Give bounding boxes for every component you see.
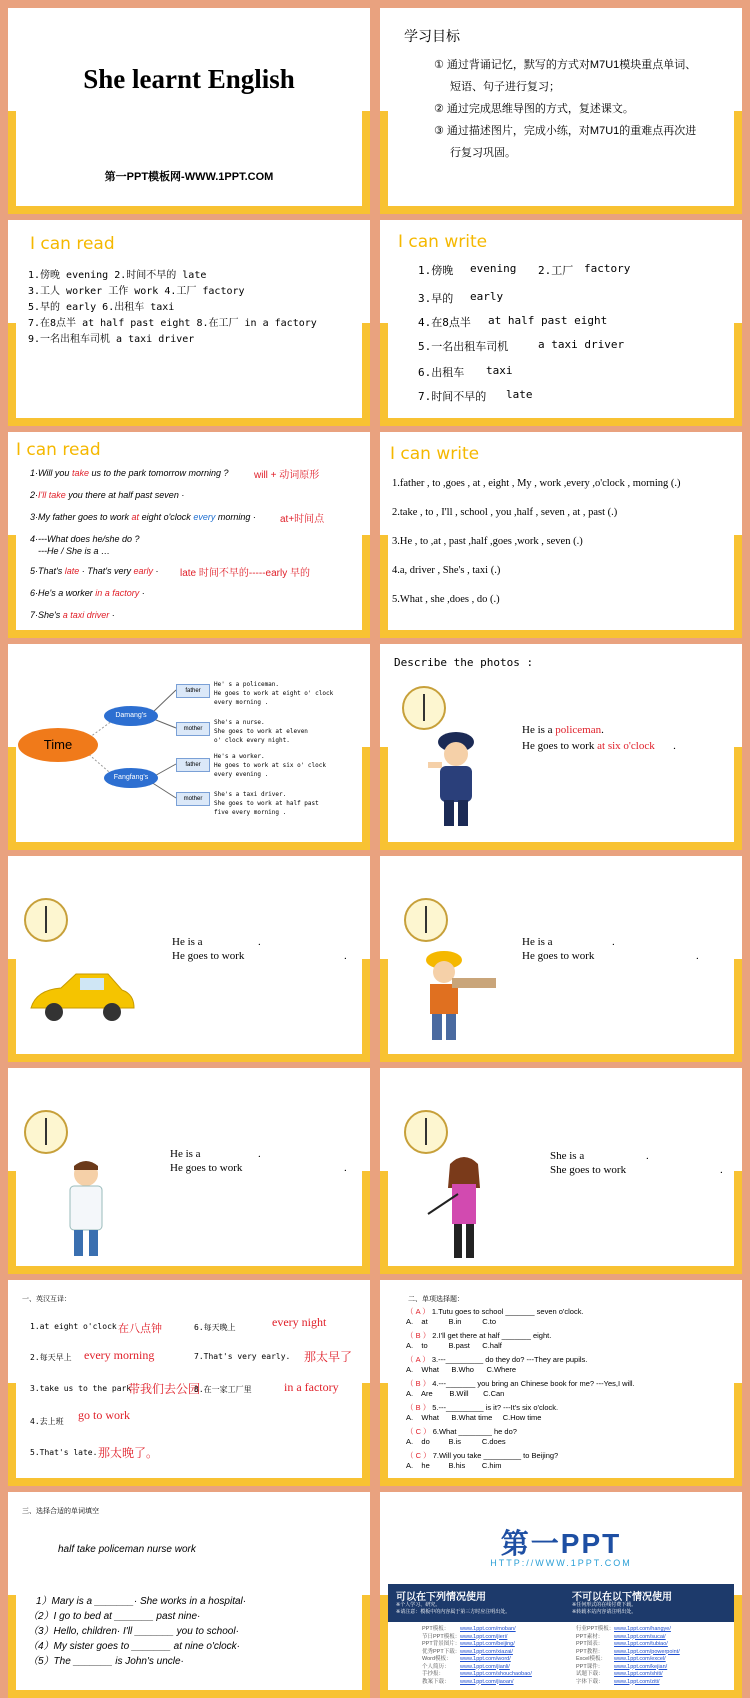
note-will: will + 动词原形 <box>254 470 320 481</box>
answer: every morning <box>84 1348 155 1362</box>
links-left <box>422 1626 532 1686</box>
clock-icon <box>404 898 448 942</box>
singer-image <box>418 1154 498 1266</box>
answer: 那太晚了。 <box>98 1446 159 1460</box>
sentence-6: 6·He's a worker in a factory · <box>30 588 145 598</box>
slide-describe-policeman <box>380 644 742 850</box>
sentence-b: He goes to work . <box>522 950 699 962</box>
slide-title <box>8 8 370 214</box>
sentence-7: 7·She's a taxi driver · <box>30 610 115 620</box>
usage-allowed-heading: 可以在下列情况使用 <box>396 1592 486 1603</box>
question-text: 7.Will you take _________ to Beijing? <box>432 1451 559 1460</box>
question: 6.每天晚上 <box>194 1323 236 1332</box>
scramble-line: 5.What , she ,does , do (.) <box>392 594 500 605</box>
sentence-a: He is a . <box>172 936 261 948</box>
link-row <box>576 1656 680 1664</box>
link-row <box>576 1641 680 1649</box>
heading: 三、选择合适的单词填空 <box>22 1508 99 1515</box>
link[interactable]: www.1ppt.com/beijing/ <box>460 1641 515 1647</box>
fill-line: 1）Mary is a _______· She works in a hospital· <box>36 1596 247 1607</box>
row-label: 1.傍晚 <box>418 264 454 277</box>
slide-describe-taxi <box>8 856 370 1062</box>
link-row <box>422 1634 532 1642</box>
worker-image <box>408 948 498 1048</box>
mind-map-node-fangfang: Fangfang's <box>104 768 158 788</box>
row-value: factory <box>584 262 631 275</box>
heading: 二、单项选择题： <box>408 1296 464 1303</box>
link-label: 节日PPT模板： <box>422 1633 461 1640</box>
question-text: 6.What ________ he do? <box>432 1427 517 1436</box>
link-row <box>422 1626 532 1634</box>
row-label: 5.一名出租车司机 <box>418 340 509 353</box>
link[interactable]: www.1ppt.com/tubiao/ <box>614 1641 668 1647</box>
link[interactable]: www.1ppt.com/word/ <box>460 1656 511 1662</box>
question-text: 4.---_______ you bring an Chinese book for me? ---Yes,I will. <box>432 1379 635 1388</box>
link-label: 手抄报： <box>422 1671 445 1677</box>
link-label: PPT素材： <box>576 1633 604 1640</box>
link[interactable]: www.1ppt.com/sucai/ <box>614 1633 666 1640</box>
vocab-line: 3.工人 worker 工作 work 4.工厂 factory <box>28 286 245 297</box>
link[interactable]: www.1ppt.com/shiti/ <box>614 1671 663 1677</box>
question-options: A. to B.past C.half <box>406 1341 502 1350</box>
link[interactable]: www.1ppt.com/kejian/ <box>614 1663 668 1670</box>
sentence-b: She goes to work . <box>550 1164 723 1176</box>
sentence-4: 4·---What does he/she do ? <box>30 534 140 544</box>
sentence-a: He is a . <box>170 1148 261 1160</box>
question-item <box>406 1378 730 1402</box>
slide-fill-in <box>8 1492 370 1698</box>
fill-line: （5）The _______ is John's uncle· <box>28 1656 184 1667</box>
sentence-a: He is a . <box>522 936 615 948</box>
logo: 第一PPT <box>500 1528 622 1559</box>
link[interactable]: www.1ppt.com/xiazai/ <box>460 1648 513 1655</box>
answer-badge: （ C ） <box>406 1451 431 1460</box>
heading: I can write <box>390 444 480 464</box>
fill-line: （2）I go to bed at _______ past nine· <box>28 1611 201 1622</box>
question-text: 5.---_________ is it? ---It's six o'clock. <box>432 1403 559 1412</box>
link-label: PPT模板： <box>422 1626 450 1632</box>
answer: 在八点钟 <box>118 1323 162 1335</box>
sentence-4b: ---He / She is a … <box>38 546 111 556</box>
question-item <box>406 1450 730 1474</box>
row-value: evening <box>470 262 517 275</box>
row-value: at half past eight <box>488 314 608 327</box>
link[interactable]: www.1ppt.com/jianli/ <box>460 1663 510 1670</box>
sentence-b: He goes to work . <box>170 1162 347 1174</box>
row-value: late <box>506 388 533 401</box>
sentence-3: 3·My father goes to work at eight o'clock every morning · <box>30 512 256 522</box>
link-row <box>422 1664 532 1672</box>
info-band <box>388 1584 734 1622</box>
heading: Describe the photos : <box>394 656 534 669</box>
answer: 带我们去公园 <box>128 1382 201 1396</box>
link-row <box>422 1649 532 1657</box>
row-label: 3.早的 <box>418 292 454 305</box>
question-text: 2.I'll get there at half _______ eight. <box>432 1331 552 1340</box>
question-text: 3.---_________ do they do? ---They are pupils. <box>431 1355 588 1364</box>
question: 8.在一家工厂里 <box>194 1385 252 1394</box>
link-label: 行业PPT模板： <box>576 1626 615 1632</box>
question: 1.at eight o'clock <box>30 1322 117 1331</box>
link-label: 教案下载： <box>422 1678 450 1685</box>
question: 4.去上班 <box>30 1417 64 1426</box>
logo-url: HTTP://WWW.1PPT.COM <box>490 1558 632 1568</box>
clock-icon <box>24 1110 68 1154</box>
fill-line: （3）Hello, children· I'll _______ you to school· <box>28 1626 239 1637</box>
row-label: 7.时间不早的 <box>418 390 487 403</box>
answer-badge: （ C ） <box>406 1427 431 1436</box>
link[interactable]: www.1ppt.com/jiaoan/ <box>460 1678 514 1685</box>
question-item <box>406 1354 730 1378</box>
heading: 一、英汉互译： <box>22 1295 71 1303</box>
link-label: 优秀PPT下载： <box>422 1648 461 1655</box>
slide-i-can-read-1 <box>8 220 370 426</box>
row-label: 4.在8点半 <box>418 316 471 329</box>
link-row <box>422 1656 532 1664</box>
link[interactable]: www.1ppt.com/ziti/ <box>614 1678 660 1685</box>
vocab-line: 7.在8点半 at half past eight 8.在工厂 in a factory <box>28 318 317 329</box>
slide-describe-worker <box>380 856 742 1062</box>
question-options: A. do B.is C.does <box>406 1437 506 1446</box>
row-label: 2.工厂 <box>538 264 574 277</box>
slide-describe-singer <box>380 1068 742 1274</box>
word-bank: half take policeman nurse work <box>58 1544 196 1555</box>
sentence-2: 2·I'll take you there at half past seven · <box>30 490 185 500</box>
slide-objectives <box>380 8 742 214</box>
answer-badge: （ A ） <box>406 1307 430 1316</box>
objective-line: ① 通过背诵记忆，默写的方式对M7U1模块重点单词、 <box>434 59 697 71</box>
site-text: 第一PPT模板网-WWW.1PPT.COM <box>104 171 274 183</box>
heading: 学习目标 <box>404 28 460 44</box>
sentence-1: 1·Will you take us to the park tomorrow morning ? <box>30 468 229 478</box>
link-row <box>422 1641 532 1649</box>
question: 5.That's late. <box>30 1448 98 1457</box>
node-text: She's a nurse. She goes to work at eleven o' clock every night. <box>214 719 308 744</box>
objective-line: 短语、句子进行复习； <box>450 81 560 93</box>
node-mother: mother <box>176 792 210 806</box>
link[interactable]: www.1ppt.com/moban/ <box>460 1626 516 1632</box>
heading: I can read <box>16 440 101 460</box>
scramble-line: 3.He , to ,at , past ,half ,goes ,work , seven (.) <box>392 536 583 547</box>
sentence-a: He is a policeman. <box>522 724 604 736</box>
link-label: Word模板： <box>422 1656 452 1662</box>
question-item <box>406 1426 730 1450</box>
note-at: at+时间点 <box>280 514 325 525</box>
row-label: 6.出租车 <box>418 366 465 379</box>
clock-icon <box>404 1110 448 1154</box>
fill-line: （4）My sister goes to _______ at nine o'clock· <box>28 1641 241 1652</box>
row-value: taxi <box>486 364 513 377</box>
question-text: 1.Tutu goes to school _______ seven o'clock. <box>431 1307 584 1316</box>
question: 3.take us to the park <box>30 1384 132 1393</box>
link-label: PPT背景图片： <box>422 1641 461 1647</box>
question-item <box>406 1306 730 1330</box>
usage-forbidden-heading: 不可以在以下情况使用 <box>572 1592 672 1603</box>
link-row <box>422 1671 532 1679</box>
link-row <box>422 1679 532 1687</box>
slide-advert <box>380 1492 742 1698</box>
question-options: A. What B.Who C.Where <box>406 1365 517 1374</box>
mind-map-center: Time <box>18 728 98 762</box>
node-text: He' s a policeman. He goes to work at eight o' clock every morning . <box>214 681 334 706</box>
question-item <box>406 1402 730 1426</box>
question: 2.每天早上 <box>30 1353 72 1362</box>
slide-describe-nurse <box>8 1068 370 1274</box>
question-options: A. What B.What time C.How time <box>406 1413 542 1422</box>
link[interactable]: www.1ppt.com/powerpoint/ <box>614 1648 680 1655</box>
link-row <box>576 1626 680 1634</box>
link[interactable]: www.1ppt.com/excel/ <box>614 1656 666 1662</box>
usage-forbidden-text: ※任何形式的在线付费下载。 ※转载本站内容请注明出处。 <box>572 1602 637 1615</box>
links-right <box>576 1626 680 1686</box>
slide-i-can-write-1 <box>380 220 742 426</box>
answer-badge: （ A ） <box>406 1355 430 1364</box>
heading: I can write <box>398 232 488 252</box>
link-label: PPT课件： <box>576 1663 604 1670</box>
vocab-line: 1.傍晚 evening 2.时间不早的 late <box>28 270 207 281</box>
sentence-b: He goes to work at six o'clock . <box>522 740 676 752</box>
answer-badge: （ B ） <box>406 1331 431 1340</box>
link-label: 字体下载： <box>576 1678 604 1685</box>
question-options: A. Are B.Will C.Can <box>406 1389 505 1398</box>
policeman-image <box>414 724 494 834</box>
question-options: A. he B.his C.him <box>406 1461 502 1470</box>
link[interactable]: www.1ppt.com/shouchaobao/ <box>460 1671 532 1677</box>
link-label: 个人简历： <box>422 1663 450 1670</box>
link[interactable]: www.1ppt.com/jieri/ <box>460 1633 508 1640</box>
objective-line: 行复习巩固。 <box>450 147 516 159</box>
scramble-line: 2.take , to , I'll , school , you ,half , seven , at , past (.) <box>392 507 618 518</box>
link-row <box>576 1671 680 1679</box>
scramble-line: 1.father , to ,goes , at , eight , My , work ,every ,o'clock , morning (.) <box>392 478 681 489</box>
node-father: father <box>176 684 210 698</box>
link-row <box>576 1634 680 1642</box>
usage-allowed-text: ※个人学习、研究。 ※请注意：模板中的内容属于第三方时应注明出处。 <box>396 1602 511 1615</box>
objective-line: ② 通过完成思维导图的方式，复述课文。 <box>434 103 634 115</box>
link-label: 试题下载： <box>576 1671 604 1677</box>
node-text: He's a worker. He goes to work at six o' clock every evening . <box>214 753 326 778</box>
link-row <box>576 1649 680 1657</box>
taxi-image <box>26 968 136 1028</box>
clock-icon <box>24 898 68 942</box>
title: She learnt English <box>83 64 295 94</box>
link-label: PPT教程： <box>576 1648 604 1655</box>
sentence-5: 5·That's late · That's very early · <box>30 566 159 576</box>
vocab-line: 9.一名出租车司机 a taxi driver <box>28 334 195 345</box>
slide-i-can-write-2 <box>380 432 742 638</box>
answer: in a factory <box>284 1380 339 1394</box>
question-list <box>406 1306 730 1474</box>
mind-map-node-damang: Damang's <box>104 706 158 726</box>
answer: 那太早了 <box>304 1350 353 1364</box>
node-mother: mother <box>176 722 210 736</box>
question-item <box>406 1330 730 1354</box>
answer-badge: （ B ） <box>406 1403 431 1412</box>
answer-badge: （ B ） <box>406 1379 431 1388</box>
link[interactable]: www.1ppt.com/hangye/ <box>614 1626 671 1632</box>
answer: go to work <box>78 1408 130 1422</box>
answer: every night <box>272 1315 327 1329</box>
vocab-line: 5.早的 early 6.出租车 taxi <box>28 302 175 313</box>
scramble-line: 4.a, driver , She's , taxi (.) <box>392 565 501 576</box>
link-row <box>576 1679 680 1687</box>
nurse-image <box>52 1158 122 1266</box>
heading: I can read <box>30 234 115 254</box>
link-label: PPT图表： <box>576 1641 604 1647</box>
sentence-b: He goes to work . <box>172 950 347 962</box>
slide-multiple-choice <box>380 1280 742 1486</box>
slide-translation <box>8 1280 370 1486</box>
node-text: She's a taxi driver. She goes to work at half past five every morning . <box>214 791 319 816</box>
row-value: a taxi driver <box>538 338 625 351</box>
link-label: Excel模板： <box>576 1656 606 1662</box>
row-value: early <box>470 290 504 303</box>
slide-mind-map <box>8 644 370 850</box>
sentence-a: She is a . <box>550 1150 649 1162</box>
question-options: A. at B.in C.to <box>406 1317 497 1326</box>
question: 7.That's very early. <box>194 1352 291 1361</box>
note-late: late 时间不早的-----early 早的 <box>180 568 311 579</box>
slide-i-can-read-2 <box>8 432 370 638</box>
link-row <box>576 1664 680 1672</box>
objective-line: ③ 通过描述图片，完成小练，对M7U1的重难点再次进 <box>434 125 697 137</box>
node-father: father <box>176 758 210 772</box>
